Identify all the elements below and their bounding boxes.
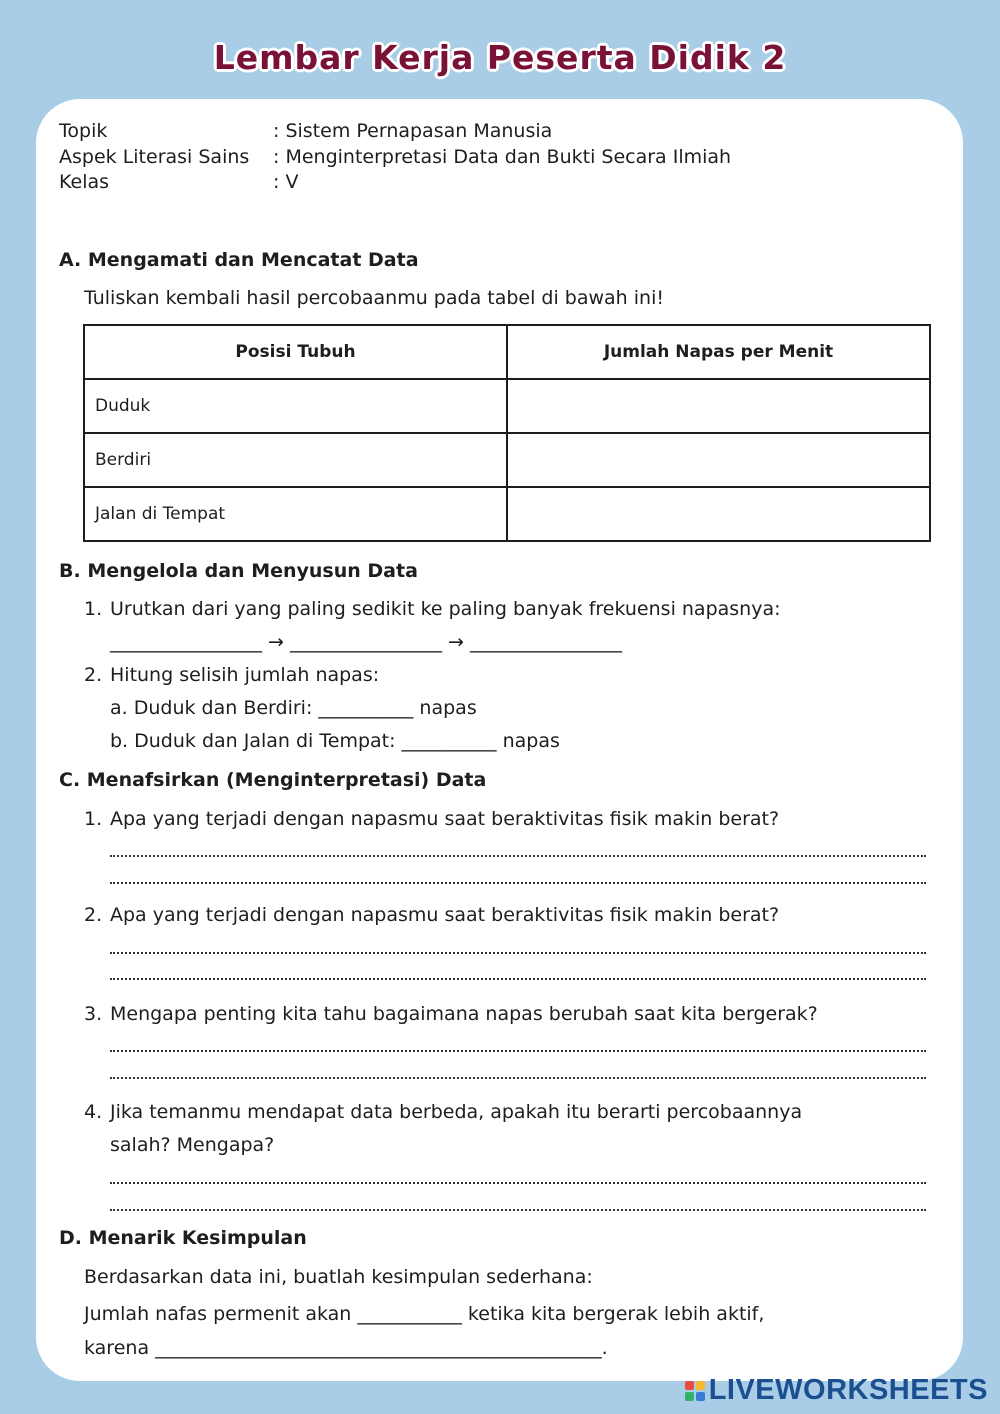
meta-value-topic: : Sistem Pernapasan Manusia: [273, 120, 553, 142]
table-row: [84, 487, 930, 541]
data-table: [83, 324, 931, 542]
section-b-item2-text: Hitung selisih jumlah napas:: [110, 664, 380, 686]
item-number: 1.: [84, 598, 103, 620]
difference-sit-stand[interactable]: a. Duduk dan Berdiri: __________ napas: [110, 697, 477, 719]
section-d-heading: D. Menarik Kesimpulan: [59, 1227, 307, 1249]
table-row: [84, 379, 930, 433]
order-blanks[interactable]: ________________ → ________________ → ________________: [110, 631, 622, 653]
meta-label-class: Kelas: [59, 171, 110, 193]
item-number: 2.: [84, 664, 103, 686]
table-cell-breaths-input[interactable]: [507, 487, 930, 541]
liveworksheets-logo: [685, 1374, 988, 1407]
answer-line[interactable]: [110, 1207, 926, 1211]
conclusion-line-1[interactable]: Jumlah nafas permenit akan ___________ ketika kita bergerak lebih aktif,: [84, 1303, 765, 1325]
meta-label-aspect: Aspek Literasi Sains: [59, 146, 250, 168]
conclusion-line-2[interactable]: karena _______________________________________________.: [84, 1337, 608, 1359]
table-row: [84, 433, 930, 487]
section-b-item1-text: Urutkan dari yang paling sedikit ke paling banyak frekuensi napasnya:: [110, 598, 781, 620]
meta-value-aspect: : Menginterpretasi Data dan Bukti Secara Ilmiah: [273, 146, 732, 168]
section-a-instruction: Tuliskan kembali hasil percobaanmu pada tabel di bawah ini!: [84, 287, 664, 309]
worksheet-title: Lembar Kerja Peserta Didik 2: [213, 38, 787, 77]
section-c-heading: C. Menafsirkan (Menginterpretasi) Data: [59, 769, 487, 791]
table-cell-position: Jalan di Tempat: [84, 487, 507, 541]
question-4-line1: Jika temanmu mendapat data berbeda, apakah itu berarti percobaannya: [110, 1101, 803, 1123]
table-cell-position: Duduk: [84, 379, 507, 433]
answer-line[interactable]: [110, 976, 926, 980]
question-number: 3.: [84, 1003, 103, 1025]
section-b-heading: B. Mengelola dan Menyusun Data: [59, 560, 418, 582]
table-header-breaths: Jumlah Napas per Menit: [507, 325, 930, 379]
question-number: 4.: [84, 1101, 103, 1123]
liveworksheets-logo-icon: [685, 1381, 705, 1401]
question-number: 1.: [84, 808, 103, 830]
answer-line[interactable]: [110, 1180, 926, 1184]
question-4-line2: salah? Mengapa?: [110, 1134, 275, 1156]
meta-label-topic: Topik: [59, 120, 108, 142]
liveworksheets-logo-text: LIVEWORKSHEETS: [708, 1374, 988, 1406]
meta-value-class: : V: [273, 171, 299, 193]
answer-line[interactable]: [110, 1075, 926, 1079]
question-3: Mengapa penting kita tahu bagaimana napas berubah saat kita bergerak?: [110, 1003, 818, 1025]
answer-line[interactable]: [110, 853, 926, 857]
section-a-heading: A. Mengamati dan Mencatat Data: [59, 249, 419, 271]
section-d-instruction: Berdasarkan data ini, buatlah kesimpulan sederhana:: [84, 1266, 593, 1288]
table-cell-position: Berdiri: [84, 433, 507, 487]
answer-line[interactable]: [110, 880, 926, 884]
question-number: 2.: [84, 904, 103, 926]
question-1: Apa yang terjadi dengan napasmu saat beraktivitas fisik makin berat?: [110, 808, 780, 830]
table-cell-breaths-input[interactable]: [507, 433, 930, 487]
table-cell-breaths-input[interactable]: [507, 379, 930, 433]
question-2: Apa yang terjadi dengan napasmu saat beraktivitas fisik makin berat?: [110, 904, 780, 926]
answer-line[interactable]: [110, 1048, 926, 1052]
table-header-position: Posisi Tubuh: [84, 325, 507, 379]
answer-line[interactable]: [110, 950, 926, 954]
difference-sit-walk[interactable]: b. Duduk dan Jalan di Tempat: __________ napas: [110, 730, 560, 752]
table-header-row: [84, 325, 930, 379]
